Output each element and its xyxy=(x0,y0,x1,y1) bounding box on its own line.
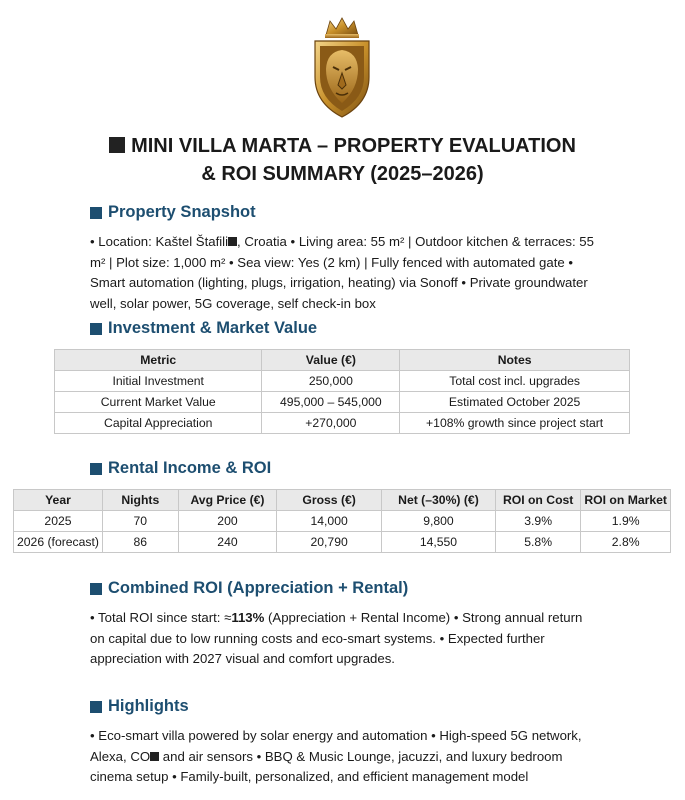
table-cell: 1.9% xyxy=(581,511,671,532)
table-cell: Estimated October 2025 xyxy=(400,392,630,413)
table-cell: 250,000 xyxy=(262,371,400,392)
table-cell: Capital Appreciation xyxy=(55,413,262,434)
table-cell: Current Market Value xyxy=(55,392,262,413)
table-cell: Initial Investment xyxy=(55,371,262,392)
page-title xyxy=(0,132,685,188)
lion-crest-logo xyxy=(311,17,373,122)
column-header: Net (–30%) (€) xyxy=(381,490,495,511)
column-header: Gross (€) xyxy=(277,490,382,511)
table-cell: 86 xyxy=(102,532,178,553)
column-header: Year xyxy=(14,490,103,511)
combined-roi-heading: Combined ROI (Appreciation + Rental) xyxy=(90,579,408,598)
square-bullet-icon xyxy=(90,701,102,713)
column-header: Metric xyxy=(55,350,262,371)
table-cell: 5.8% xyxy=(495,532,580,553)
page-title-line1: MINI VILLA MARTA – PROPERTY EVALUATION xyxy=(131,135,576,157)
table-cell: 20,790 xyxy=(277,532,382,553)
table-cell: 495,000 – 545,000 xyxy=(262,392,400,413)
table-row xyxy=(55,371,630,392)
table-cell: 70 xyxy=(102,511,178,532)
table-row xyxy=(14,532,671,553)
square-bullet-icon xyxy=(90,207,102,219)
highlights-text: • Eco-smart villa powered by solar energy and automation • High-speed 5G network, Alexa, CO and air sensors • BBQ & Music Lounge, jacuzzi, and luxury bedroom cinema setup • Family-built, personalized, and efficient management model xyxy=(90,728,582,784)
table-cell: 2026 (forecast) xyxy=(14,532,103,553)
column-header: ROI on Market xyxy=(581,490,671,511)
rental-table xyxy=(13,489,671,553)
table-cell: 9,800 xyxy=(381,511,495,532)
table-cell: 2.8% xyxy=(581,532,671,553)
column-header: ROI on Cost xyxy=(495,490,580,511)
column-header: Value (€) xyxy=(262,350,400,371)
investment-table xyxy=(54,349,630,434)
square-bullet-icon xyxy=(90,463,102,475)
table-row xyxy=(14,511,671,532)
table-cell: 14,000 xyxy=(277,511,382,532)
column-header: Notes xyxy=(400,350,630,371)
investment-heading: Investment & Market Value xyxy=(90,319,317,338)
column-header: Nights xyxy=(102,490,178,511)
table-cell: 200 xyxy=(178,511,277,532)
highlights-heading: Highlights xyxy=(90,697,189,716)
table-cell: 14,550 xyxy=(381,532,495,553)
table-row xyxy=(55,392,630,413)
property-snapshot-text: • Location: Kaštel Štafili , Croatia • Living area: 55 m² | Outdoor kitchen & terraces: 55 m² | Plot size: 1,000 m² • Sea view: Yes (2 km) | Fully fenced with automated gate • Smart automation (lighting, plugs, irrigation, heating) via Sonoff • Private groundwater well, solar power, 5G coverage, self check-in box xyxy=(90,234,594,311)
combined-roi-text: • Total ROI since start: ≈113% (Appreciation + Rental Income) • Strong annual return on capital due to low running costs and eco-smart systems. • Expected further appreciation with 2027 visual and comfort upgrades. xyxy=(90,610,583,666)
table-cell: +108% growth since project start xyxy=(400,413,630,434)
column-header: Avg Price (€) xyxy=(178,490,277,511)
square-bullet-icon xyxy=(109,137,125,153)
table-header-row xyxy=(14,490,671,511)
table-cell: 3.9% xyxy=(495,511,580,532)
missing-glyph-icon xyxy=(228,237,237,246)
table-cell: 2025 xyxy=(14,511,103,532)
table-row xyxy=(55,413,630,434)
rental-heading: Rental Income & ROI xyxy=(90,459,271,478)
table-header-row xyxy=(55,350,630,371)
page-title-line2: & ROI SUMMARY (2025–2026) xyxy=(201,163,484,185)
table-cell: Total cost incl. upgrades xyxy=(400,371,630,392)
missing-glyph-icon xyxy=(150,752,159,761)
table-cell: +270,000 xyxy=(262,413,400,434)
square-bullet-icon xyxy=(90,323,102,335)
table-cell: 240 xyxy=(178,532,277,553)
square-bullet-icon xyxy=(90,583,102,595)
property-snapshot-heading: Property Snapshot xyxy=(90,203,256,222)
